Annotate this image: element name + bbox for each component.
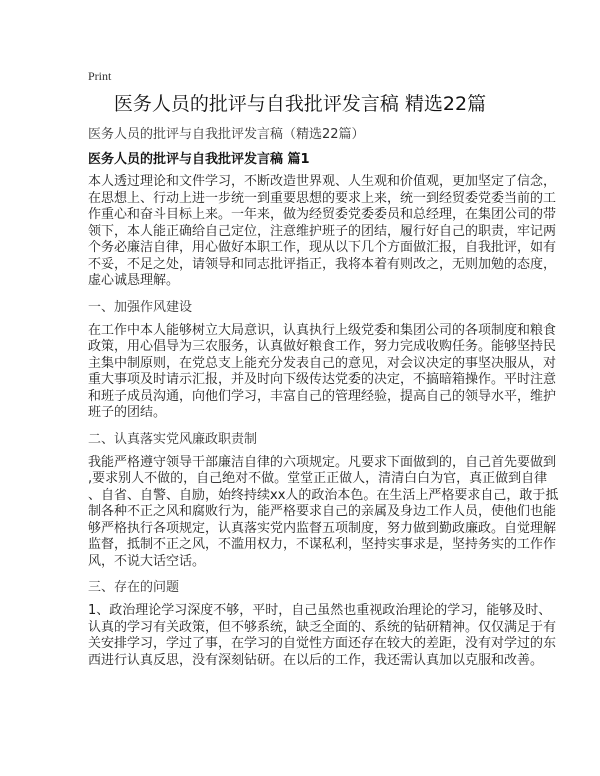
section-heading: 二、认真落实党风廉政职责制 — [88, 431, 258, 447]
text-line: 在思想上、行动上进一步统一到重要思想的要求上来，统一到经贸委党委当前的工 — [88, 190, 557, 206]
section-heading: 三、存在的问题 — [88, 580, 180, 595]
print-link[interactable]: Print — [88, 69, 112, 83]
text-line: 、自省、自警、自励，始终持续xx人的政治本色。在生活上严格要求自己，敢于抵 — [88, 487, 559, 503]
document — [88, 68, 568, 678]
section-heading: 一、加强作风建设 — [88, 299, 193, 315]
text-line: 虚心诚恳理解。 — [88, 273, 180, 288]
text-line: 主集中制原则，在党总支上能充分发表自己的意见，对会议决定的事坚决服从，对 — [88, 355, 557, 371]
text-line: 作重心和奋斗目标上来。一年来，做为经贸委党委委员和总经理，在集团公司的带 — [88, 207, 557, 222]
text-line: 关安排学习，学过了事，在学习的自觉性方面还存在较大的差距，没有对学过的东 — [88, 636, 557, 651]
text-line: 够严格执行各项规定，认真落实党内监督五项制度，努力做到勤政廉政。自觉理解 — [88, 520, 557, 536]
subtitle: 医务人员的批评与自我批评发言稿（精选22篇） — [88, 127, 365, 142]
text-line: 在工作中本人能够树立大局意识，认真执行上级党委和集团公司的各项制度和粮食 — [88, 322, 557, 338]
intro-paragraph — [88, 174, 568, 290]
article-heading: 医务人员的批评与自我批评发言稿 篇1 — [88, 152, 310, 167]
text-line: 班子的团结。 — [88, 405, 167, 420]
text-line: 和班子成员沟通，向他们学习，丰富自己的管理经验，提高自己的领导水平，维护 — [88, 388, 557, 404]
section-paragraph — [88, 455, 568, 571]
text-line: 政策，用心倡导为三农服务，认真做好粮食工作，努力完成收购任务。能够坚持民 — [88, 339, 557, 354]
text-line: 1、政治理论学习深度不够，平时，自己虽然也重视政治理论的学习，能够及时、 — [88, 603, 552, 618]
text-line: 监督，抵制不正之风，不滥用权力，不谋私利，坚持实事求是，坚持务实的工作作 — [88, 537, 557, 552]
text-line: 个务必廉洁自律，用心做好本职工作，现从以下几个方面做汇报，自我批评，如有 — [88, 240, 557, 255]
text-line: 领下，本人能正确给自己定位，注意维护班子的团结，履行好自己的职责，牢记两 — [88, 223, 557, 239]
text-line: 不妥，不足之处，请领导和同志批评指正，我将本着有则改之，无则加勉的态度， — [88, 256, 557, 272]
text-line: 重大事项及时请示汇报，并及时向下级传达党委的决定，不搞暗箱操作。平时注意 — [88, 372, 557, 387]
text-line: 西进行认真反思，没有深刻钻研。在以后的工作，我还需认真加以克服和改善。 — [88, 652, 544, 668]
page-title: 医务人员的批评与自我批评发言稿 精选22篇 — [113, 93, 487, 115]
text-line: 认真的学习有关政策，但不够系统，缺乏全面的、系统的钻研精神。仅仅满足于有 — [88, 619, 557, 635]
text-line: 风，不说大话空话。 — [88, 553, 206, 569]
text-line: 制各种不正之风和腐败行为，能严格要求自己的亲属及身边工作人员，使他们也能 — [88, 504, 557, 519]
text-line: 我能严格遵守领导干部廉洁自律的六项规定。凡要求下面做到的，自己首先要做到 — [88, 454, 557, 470]
section-paragraph — [88, 323, 568, 422]
text-line: ,要求别人不做的，自己绝对不做。堂堂正正做人，清清白白为官，真正做到自律 — [88, 471, 548, 486]
text-line: 本人透过理论和文件学习，不断改造世界观、人生观和价值观，更加坚定了信念， — [88, 174, 557, 189]
section-paragraph — [88, 603, 568, 669]
